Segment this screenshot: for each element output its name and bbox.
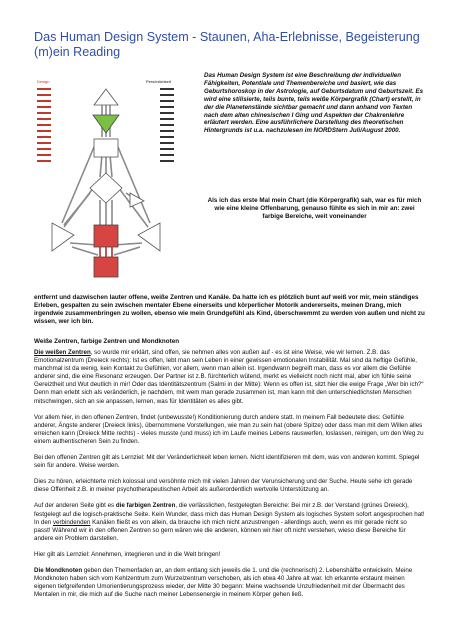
intro-section [34,72,425,295]
sacral-center [94,225,118,247]
lead-paragraph-continued: entfernt und dazwischen lauter offene, weiße Zentren und Kanäle. Da hatte ich es plötzlich bunt auf weiß vor mir, mein ständiges Erleben, gespalten zu sein zwischen mentaler Ebene einerseits und körperlicher Motorik andererseits, meinen Drang, mich irgendwie zusammenbringen zu wollen, ebenso wie mein Grundgefühl als Kind, überschwemmt zu werden von außen und nicht zu wissen, wer ich bin. [34,294,425,325]
ajna-center [93,115,119,133]
intro-paragraph: Das Human Design System ist eine Beschreibung der individuellen Fähigkeiten, Potentiale und Themenbereiche und basiert, wie das Geburtshoroskop in der Astrologie, auf Geburtsdatum und Geburtszeit. Es wird eine stilisierte, teils bunte, teils weiße Körpergrafik (Chart) erstellt, in der die Planetenstände sichtbar gemacht und dann anhand von Texten nach dem alten chinesischen I Ging und Aspekten der Chakrenlehre erläutert werden. Eine ausführlichere Darstellung des theoretischen Hintergrunds ist u.a. nachzulesen im NORDStern Juli/August 2000. [204,72,424,135]
white-centers-text: , so wurde mir erklärt, sind offen, sie nehmen alles von außen auf - es ist eine Weise, wie wir lernen. Z.B. das Emotionalzentrum (Dreieck rechts): Ist es offen, lebt man sein Leben in einer gewissen emotionalen Instabilität. Mal sind da heftige Gefühle, manchmal ist da wenig, kein Kontakt zu Gefühlen, vor allem, wenn man allein ist. Irgendwann begreift man, dass es vor allem die Gefühle anderer sind, die eine Resonanz erzeugen. Der Partner ist z.B. fürchterlich wütend, merkt es vielleicht noch nicht mal, aber ich fühle seine Gereiztheit und Wut deutlich in mir! Oder das Identitätszentrum (Salmi in der Mitte): Wenn es offen ist, sitzt hier die ewige Frage „Wer bin ich?“ Denn man erlebt sich als veränderlich, je nachdem, mit wem man gerade zusammen ist, man kann mit den unterschiedlichsten Menschen mitschwingen, sich an sie anpassen, lernen, was für Identitäten es alles gibt. [34,349,424,405]
head-center [94,89,118,105]
personality-column-label: Persönlichkeit [146,79,171,84]
design-planet-column [37,88,51,162]
colored-centers-text-c: , die verlässlichen, festgelegten Bereiche: Bei mir z.B. der Verstand (grünes Dreieck), festgelegt auf die logisch-praktische Seite. Kein Wunder, dass mich das Human Design System als logisches System sofort angesprochen hat! In den [34,502,425,526]
paragraph-white-centers [34,349,425,406]
root-center [94,257,118,277]
connecting-word: verbindenden [52,518,91,526]
colored-centers-text-a: Auf der anderen Seite gibt es [34,502,116,510]
colored-centers-text-e: Kanälen fließt es von allein, da brauche ich mich nicht anzustrengen - allerdings auch, wenn es mir gerade nicht so passt! Während wir in den offenen Zentren so gern wären wie die anderen, können wir hier oft nicht verstehen, wieso diese Bereiche für andere ein Problem darstellen. [34,518,407,542]
personality-planet-column [160,88,174,162]
colored-centers-heading: die farbigen Zentren [115,502,176,510]
root-sacral-channels [100,247,112,257]
paragraph-learning-goal-colored: Hier gilt als Lernziel: Annehmen, integrieren und in die Welt bringen! [34,550,221,558]
throat-center [94,139,118,157]
body-graph-chart [34,75,178,281]
paragraph-conditioning: Vor allem hier, in den offenen Zentren, findet (unbewusste!) Konditionierung durch andere statt. In meinem Fall bedeutete dies: Gefühle anderer, Ängste anderer (Dreieck links), übernommene Vorstellungen, wie man zu sein hat (obere Spitze) oder dass man mit dem Willen alles erreichen kann (Dreieck Mitte rechts) - vieles musste (und muss) ich im Laufe meines Lebens rauswerfen, loslassen, reinigen, um den Weg zu einem authentischeren Sein zu finden. [34,413,424,445]
moon-nodes-text: geben den Themenfaden an, an dem entlang sich jeweils die 1. und die (rechnerisch) 2. Lebenshälfte entwickeln. Meine Mondknoten haben sich vom Kehlzentrum zum Wurzelzentrum verschoben, als ich etwa 40 Jahre alt war. Ich erkannte erstaunt meinen eigenen tiefgreifenden Umorientierungsprozess wieder, der Mitte 30 begann: Meine wachsende Unzufriedenheit mit der Übermacht des Mentalen in mir, die mich auf die Suche nach meiner Lebensenergie in meinem Körper gehen ließ. [34,566,413,599]
paragraph-colored-centers [34,502,425,542]
paragraph-moon-nodes [34,567,425,599]
lead-paragraph: Als ich das erste Mal mein Chart (die Körpergrafik) sah, war es für mich wie eine kleine Offenbarung, genauso fühlte es sich in mir an: zwei farbige Bereiche, weit voneinander [207,197,422,220]
white-centers-heading: Die weißen Zentren [34,349,91,356]
solar-plexus-center [138,223,160,251]
section-heading: Weiße Zentren, farbige Zentren und Mondknoten [34,338,180,345]
g-center [90,173,122,203]
spleen-center [52,223,74,251]
moon-nodes-heading: Die Mondknoten [34,566,83,574]
paragraph-learning-goal-open: Bei den offenen Zentren gilt als Lernziel: Mit der Veränderlichkeit leben lernen. Nicht identifizieren mit dem, was von anderen kommt. Spiegel sein für andere. Weise werden. [34,454,420,470]
document-title: Das Human Design System - Staunen, Aha-Erlebnisse, Begeisterung (m)ein Reading [34,30,420,59]
paragraph-relief: Dies zu hören, erleichterte mich kolossal und versöhnte mich mit vielen Jahren der Verunsicherung und der Suche. Heute sehe ich gerade diese Offenheit z.B. in meiner psychotherapeutischen Arbeit als außerordentlich wertvolle Unterstützung an. [34,478,413,494]
design-column-label: Design [37,79,50,84]
